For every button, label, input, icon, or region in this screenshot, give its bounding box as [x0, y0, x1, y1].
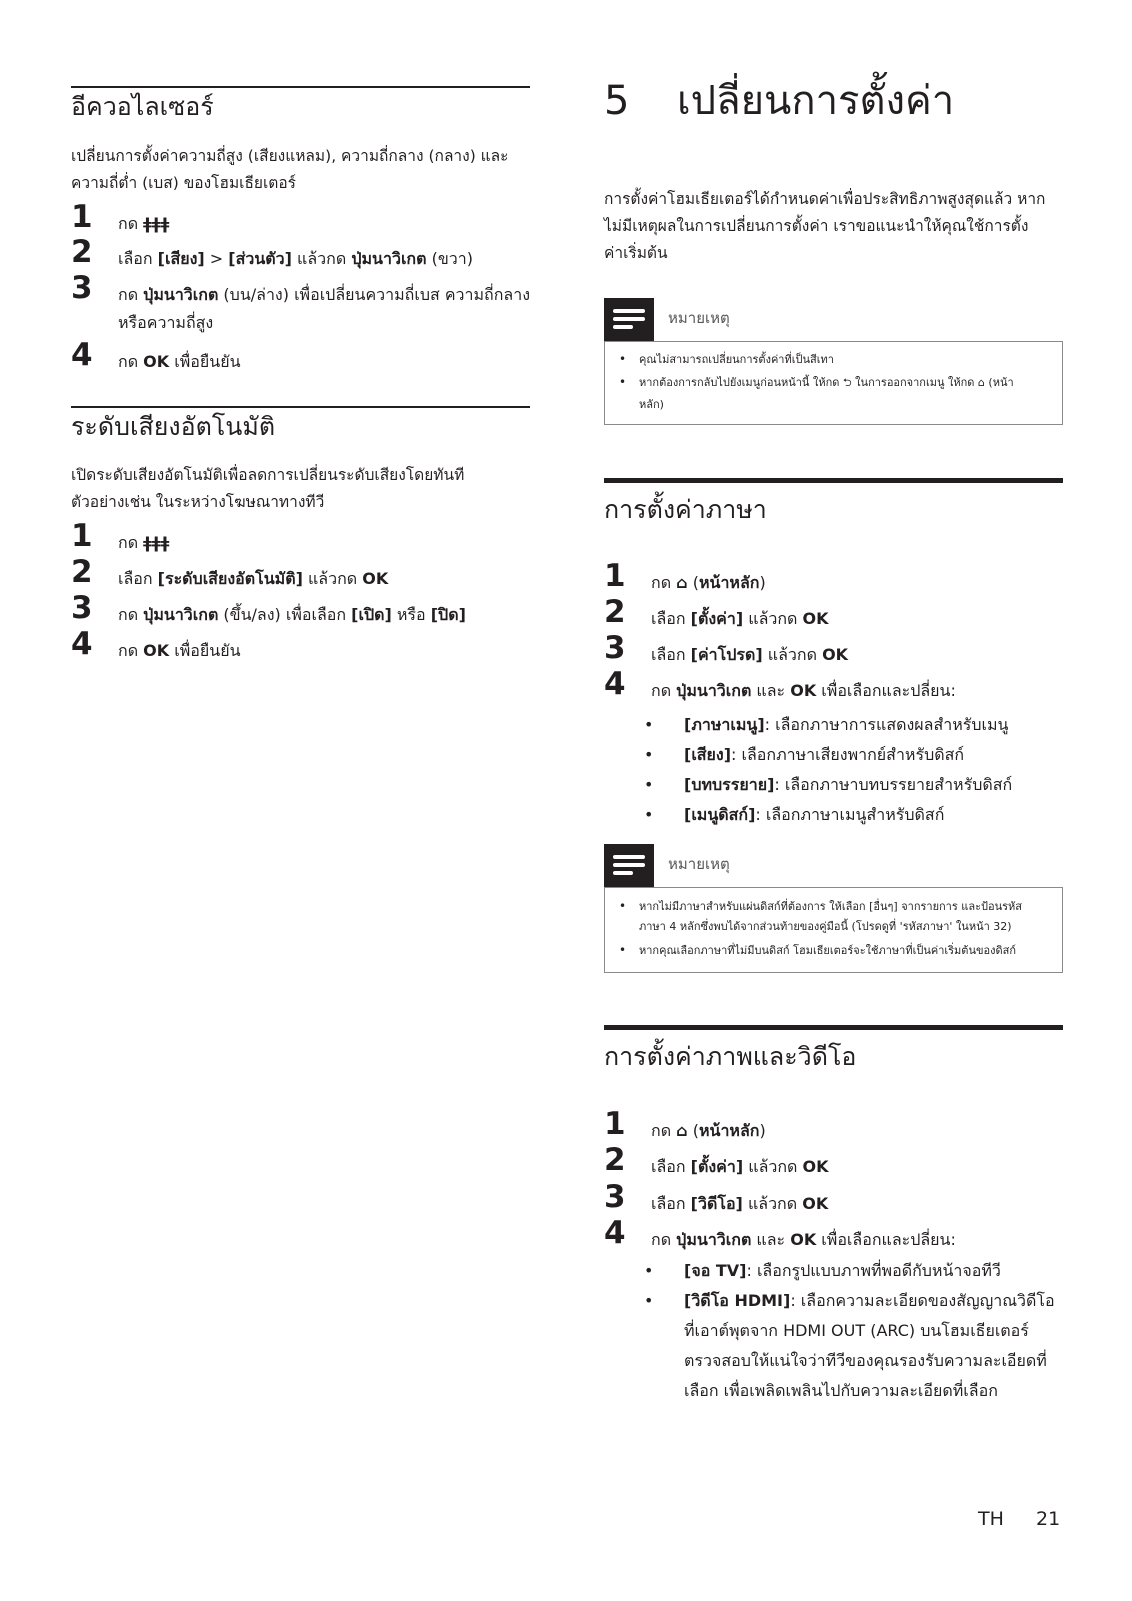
video-step-4: 4 กด ปุ่มนาวิเกต และ OK เพื่อเลือกและปลี่ยน: [604, 1215, 956, 1251]
language-step-3: 3 เลือก [ค่าโปรด] แล้วกด OK [604, 630, 849, 666]
equalizer-step-4: 4 กด OK เพื่อยืนยัน [71, 337, 241, 373]
sound-icon: ǂǂǂ [143, 533, 170, 552]
auto-volume-step-2: 2 เลือก [ระดับเสียงอัตโนมัติ] แล้วกด OK [71, 554, 389, 590]
section-title-language: การตั้งค่าภาษา [604, 495, 767, 524]
section-rule [604, 478, 1063, 483]
section-title-auto-volume: ระดับเสียงอัตโนมัติ [71, 412, 276, 441]
note-icon [604, 844, 654, 887]
video-step-3: 3 เลือก [วิดีโอ] แล้วกด OK [604, 1179, 829, 1215]
section-title-video: การตั้งค่าภาพและวิดีโอ [604, 1042, 857, 1071]
equalizer-step-1: 1 กด ǂǂǂ [71, 199, 170, 235]
auto-volume-step-4: 4 กด OK เพื่อยืนยัน [71, 626, 241, 662]
home-icon: ⌂ [676, 1121, 688, 1140]
auto-volume-intro: เปิดระดับเสียงอัตโนมัติเพื่อลดการเปลี่ยนระดับเสียงโดยทันที ตัวอย่างเช่น ในระหว่างโฆษณาทางทีวี [71, 466, 465, 511]
chapter-number: 5 [604, 78, 630, 124]
note-box: • หากไม่มีภาษาสำหรับแผ่นดิสก์ที่ต้องการ ให้เลือก [อื่นๆ] จากรายการ และป้อนรหัส ภาษา 4 หลักซึ่งพบได้จากส่วนท้ายของคู่มือนี้ (โปรดดูที่ 'รหัสภาษา' ในหน้า 32) • หากคุณเลือกภาษาที่ไม่มีบนดิสก์ โฮมเธียเตอร์จะใช้ภาษาที่เป็นค่าเริ่มต้นของดิสก์ [604, 887, 1063, 973]
language-step-1: 1 กด ⌂ (หน้าหลัก) [604, 558, 766, 594]
note-box: • คุณไม่สามารถเปลี่ยนการตั้งค่าที่เป็นสีเทา • หากต้องการกลับไปยังเมนูก่อนหน้านี้ ให้กด ⮌ ในการออกจากเมนู ให้กด ⌂ (หน้า หลัก) [604, 341, 1063, 425]
auto-volume-step-3: 3 กด ปุ่มนาวิเกต (ขึ้น/ลง) เพื่อเลือก [เปิด] หรือ [ปิด] [71, 590, 466, 626]
note-label: หมายเหตุ [668, 309, 730, 327]
video-step-2: 2 เลือก [ตั้งค่า] แล้วกด OK [604, 1142, 829, 1178]
chapter-intro: การตั้งค่าโฮมเธียเตอร์ได้กำหนดค่าเพื่อประสิทธิภาพสูงสุดแล้ว หาก ไม่มีเหตุผลในการเปลี่ยนการตั้งค่า เราขอแนะนำให้คุณใช้การตั้ง ค่าเริ่มต้น [604, 190, 1046, 262]
language-step-4: 4 กด ปุ่มนาวิเกต และ OK เพื่อเลือกและปลี่ยน: [604, 666, 956, 702]
note-icon [604, 298, 654, 341]
footer-language: TH [978, 1508, 1004, 1530]
auto-volume-step-1: 1 กด ǂǂǂ [71, 518, 170, 554]
section-rule [71, 86, 530, 88]
equalizer-step-2: 2 เลือก [เสียง] > [ส่วนตัว] แล้วกด ปุ่มนาวิเกต (ขวา) [71, 234, 473, 270]
note-label: หมายเหตุ [668, 855, 730, 873]
section-title-equalizer: อีควอไลเซอร์ [71, 92, 214, 121]
video-step-1: 1 กด ⌂ (หน้าหลัก) [604, 1106, 766, 1142]
sound-icon: ǂǂǂ [143, 214, 170, 233]
language-step-2: 2 เลือก [ตั้งค่า] แล้วกด OK [604, 594, 829, 630]
section-rule [71, 406, 530, 408]
chapter-title: เปลี่ยนการตั้งค่า [677, 78, 955, 124]
section-rule [604, 1025, 1063, 1030]
equalizer-intro: เปลี่ยนการตั้งค่าความถี่สูง (เสียงแหลม), ความถี่กลาง (กลาง) และ ความถี่ต่ำ (เบส) ของโฮมเธียเตอร์ [71, 147, 509, 192]
page-number: 21 [1036, 1508, 1061, 1530]
equalizer-step-3: 3 กด ปุ่มนาวิเกต (บน/ล่าง) เพื่อเปลี่ยนความถี่เบส ความถี่กลาง หรือความถี่สูง [71, 270, 531, 332]
home-icon: ⌂ [676, 573, 688, 592]
